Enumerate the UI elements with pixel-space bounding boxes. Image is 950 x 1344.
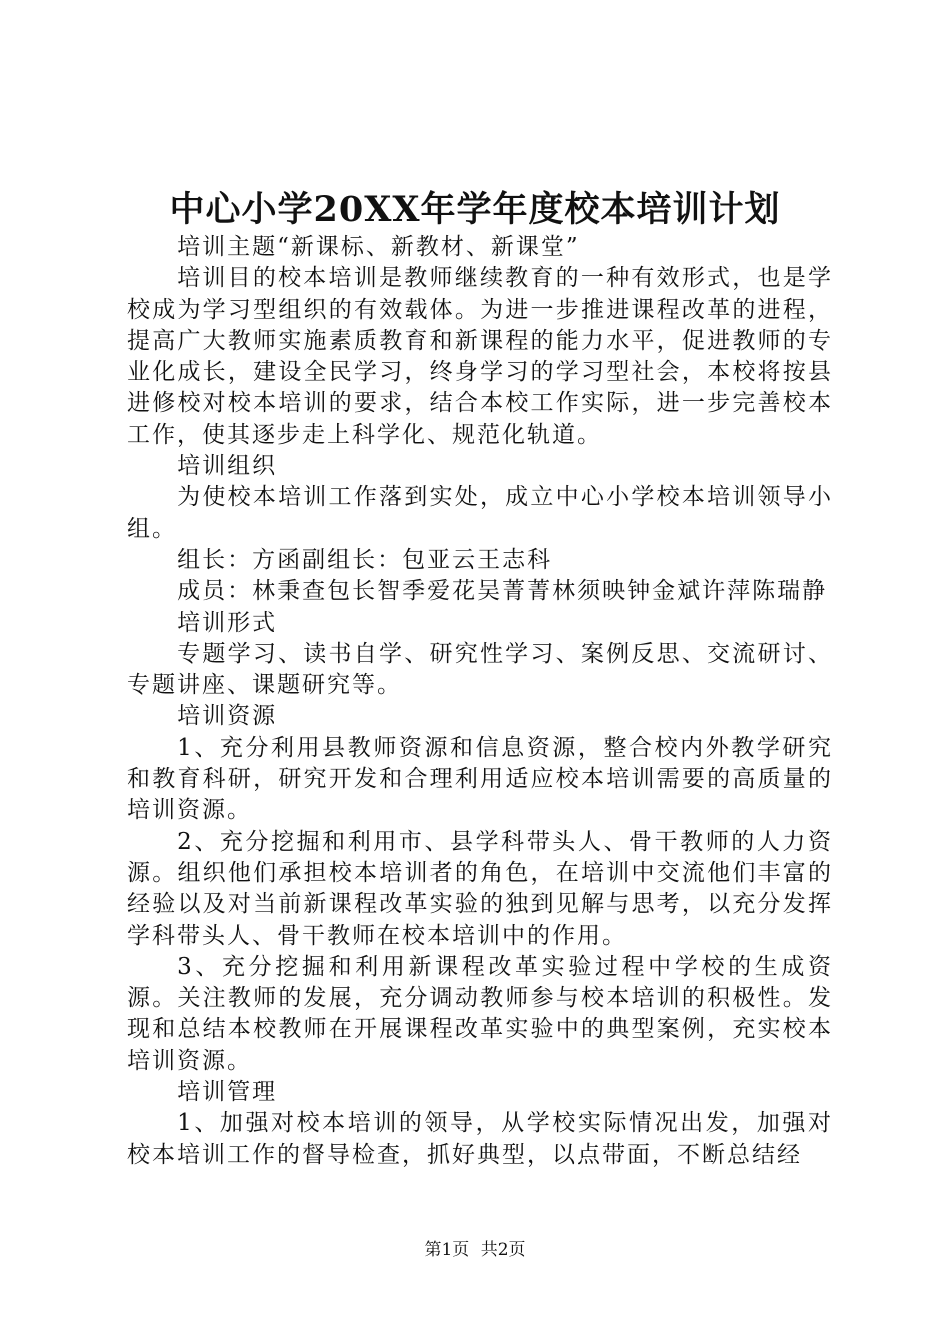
heading-training-form: 培训形式 xyxy=(177,609,278,636)
document-title: 中心小学20XX年学年度校本培训计划 xyxy=(169,189,781,230)
paragraph-training-theme: 培训主题“新课标、新教材、新课堂” xyxy=(177,234,580,260)
paragraph-training-form: 专题学习、读书自学、研究性学习、案例反思、交流研讨、专题讲座、课题研究等。 xyxy=(127,640,833,699)
heading-training-organization: 培训组织 xyxy=(177,453,278,480)
paragraph-resources-item-2: 2、充分挖掘和利用市、县学科带头人、骨干教师的人力资源。组织他们承担校本培训者的角色，在培训中交流他们丰富的经验以及对当前新课程改革实验的独到见解与思考，以充分发挥学科带头人、骨干教师在校本培训中的作用。 xyxy=(127,828,833,949)
paragraph-group-members: 成员：林秉查包长智季爱花吴菁菁林须映钟金斌许萍陈瑞静 xyxy=(177,578,828,605)
heading-training-resources: 培训资源 xyxy=(177,703,278,730)
document-body xyxy=(127,232,833,1171)
paragraph-management-item-1: 1、加强对校本培训的领导，从学校实际情况出发，加强对校本培训工作的督导检查，抓好典型，以点带面，不断总结经 xyxy=(127,1110,833,1168)
paragraph-group-leaders: 组长：方函副组长：包亚云王志科 xyxy=(177,546,553,573)
page-number-current: 第1页 xyxy=(424,1240,470,1260)
heading-training-management: 培训管理 xyxy=(177,1079,278,1106)
page-footer xyxy=(0,1238,950,1262)
page-number-total: 共2页 xyxy=(480,1240,526,1260)
paragraph-resources-item-3: 3、充分挖掘和利用新课程改革实验过程中学校的生成资源。关注教师的发展，充分调动教师参与校本培训的积极性。发现和总结本校教师在开展课程改革实验中的典型案例，充实校本培训资源。 xyxy=(127,953,833,1074)
paragraph-resources-item-1: 1、充分利用县教师资源和信息资源，整合校内外教学研究和教育科研，研究开发和合理利用适应校本培训需要的高质量的培训资源。 xyxy=(127,734,833,824)
paragraph-organization-intro: 为使校本培训工作落到实处，成立中心小学校本培训领导小组。 xyxy=(127,484,833,542)
paragraph-training-purpose: 培训目的校本培训是教师继续教育的一种有效形式，也是学校成为学习型组织的有效载体。为进一步推进课程改革的进程，提高广大教师实施素质教育和新课程的能力水平，促进教师的专业化成长，建设全民学习，终身学习的学习型社会，本校将按县进修校对校本培训的要求，结合本校工作实际，进一步完善校本工作，使其逐步走上科学化、规范化轨道。 xyxy=(127,265,833,448)
